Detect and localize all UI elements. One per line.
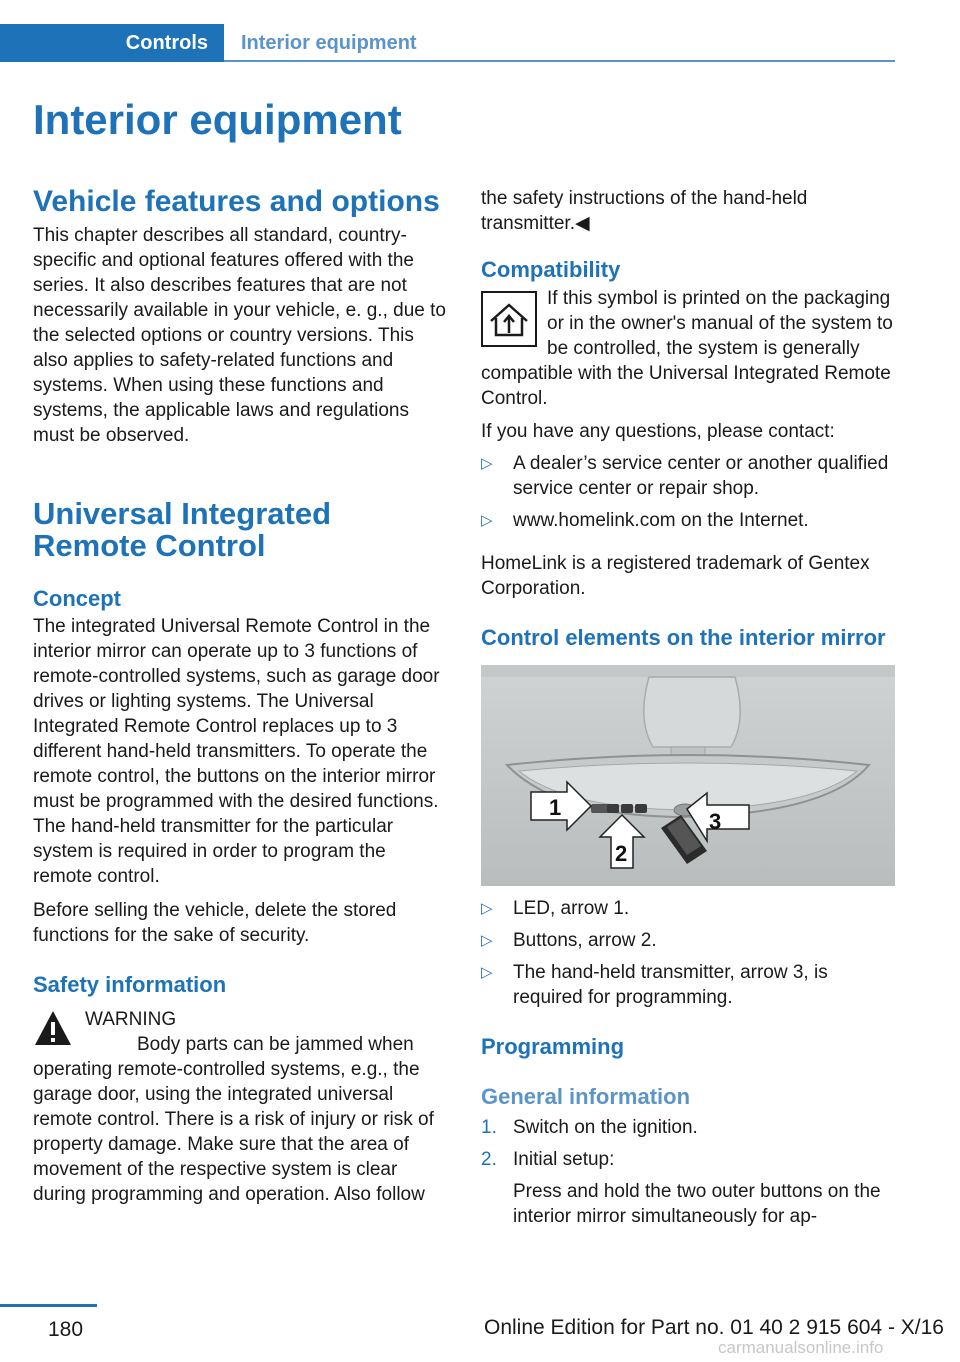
footer-rule [0, 1304, 97, 1307]
page-title: Interior equipment [33, 96, 402, 143]
header-section-tab[interactable]: Controls [0, 24, 224, 62]
list-item: ▷ A dealer’s service center or another qualified service center or repair shop. [481, 453, 889, 499]
heading-safety: Safety information [33, 972, 227, 997]
list-item: 1. Switch on the ignition. [481, 1117, 698, 1138]
heading-uirc: Universal Integrated Remote Control [33, 496, 332, 563]
paragraph-concept: The integrated Universal Remote Control in the interior mirror can operate up to 3 functions of remote-controlled systems, such as garage door drives or lighting systems. The Universal Integrated Remote Control replaces up to 3 different hand-held transmitters. To operate the remote control, the buttons on the interior mirror must be programmed with the desired functions. The hand-held transmitter for the particular system is required in order to program the remote control. [33, 616, 440, 887]
warning-triangle-icon [33, 1009, 73, 1047]
list-item: ▷ www.homelink.com on the Internet. [481, 510, 809, 531]
figure-label-2: 2 [615, 841, 628, 866]
bullet-marker: ▷ [481, 964, 493, 981]
compatibility-block [481, 286, 895, 411]
paragraph-continued: the safety instructions of the hand-held transmitter.◀ [481, 188, 808, 234]
heading-programming: Programming [481, 1034, 625, 1059]
heading-compatibility: Compatibility [481, 257, 621, 282]
list-item: 2. Initial setup: Press and hold the two outer buttons on the interior mirror simultaneously for ap- [481, 1147, 895, 1229]
header-subsection: Interior equipment [241, 32, 417, 54]
bullet-marker: ▷ [481, 455, 493, 472]
mirror-illustration [481, 665, 895, 886]
programming-steps [481, 1115, 895, 1229]
heading-vehicle-features: Vehicle features and options [33, 185, 440, 218]
bullet-marker: ▷ [481, 900, 493, 917]
paragraph-selling: Before selling the vehicle, delete the stored functions for the sake of security. [33, 900, 397, 946]
bullet-marker: ▷ [481, 932, 493, 949]
step-2-detail: Press and hold the two outer buttons on the interior mirror simultaneously for ap- [513, 1181, 881, 1227]
paragraph-homelink: HomeLink is a registered trademark of Gentex Corporation. [481, 553, 870, 599]
header-rule [224, 60, 895, 62]
figure-label-1: 1 [549, 795, 562, 820]
warning-text: Body parts can be jammed when operating remote-controlled systems, e.g., the garage door, using the integrated universal remote control. There is a risk of injury or risk of property damage. Make sure that the area of movement of the respective system is clear during programming and operation. Also follow [33, 1034, 434, 1205]
control-elements-list [481, 896, 895, 1010]
paragraph-questions: If you have any questions, please contact: [481, 421, 835, 442]
watermark: carmanualsonline.info [718, 1338, 884, 1357]
list-item: ▷ LED, arrow 1. [481, 898, 630, 919]
figure-label-3: 3 [709, 809, 722, 834]
paragraph-compatibility: If this symbol is printed on the packaging or in the owner's manual of the system to be controlled, the system is generally compatible with the Universal Integrated Remote Control. [481, 288, 893, 409]
heading-control-elements: Control elements on the interior mirror [481, 625, 886, 650]
list-item: ▷ The hand-held transmitter, arrow 3, is required for programming. [481, 962, 828, 1008]
heading-concept: Concept [33, 586, 121, 611]
contact-list [481, 451, 895, 533]
bullet-marker: ▷ [481, 512, 493, 529]
heading-general-info: General information [481, 1084, 691, 1109]
homelink-house-icon [481, 291, 537, 347]
right-column [481, 186, 895, 1229]
footer-edition: Online Edition for Part no. 01 40 2 915 604 - X/16 [484, 1316, 944, 1339]
page-number: 180 [48, 1318, 84, 1341]
left-column [33, 186, 447, 1207]
list-item: ▷ Buttons, arrow 2. [481, 930, 657, 951]
warning-label: WARNING [85, 1009, 177, 1030]
warning-block [33, 1007, 447, 1207]
paragraph-vehicle-features: This chapter describes all standard, country-specific and optional features offered with the series. It also describes features that are not necessarily available in your vehicle, e. g., due to the selected options or country versions. This also applies to safety-related functions and systems. When using these functions and systems, the applicable laws and regulations must be observed. [33, 225, 446, 446]
